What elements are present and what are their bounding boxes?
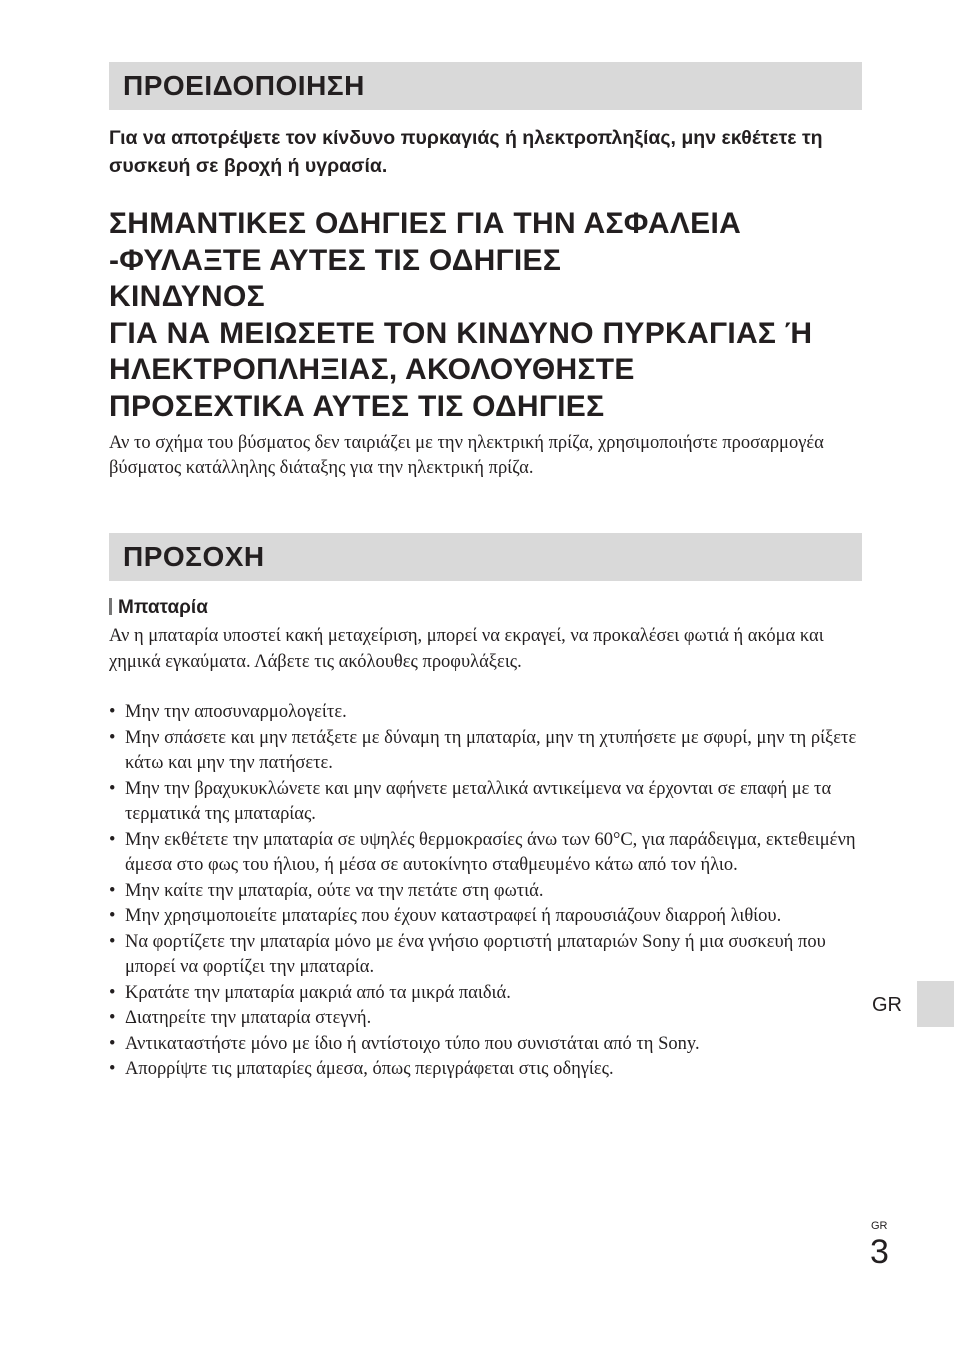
bullet: • xyxy=(109,778,116,799)
list-item xyxy=(109,1057,869,1083)
safety-heading-line: -ΦΥΛΑΞΤΕ ΑΥΤΕΣ ΤΙΣ ΟΔΗΓΙΕΣ xyxy=(109,243,562,277)
bullet: • xyxy=(109,982,116,1003)
page-language-code: GR xyxy=(871,1220,888,1232)
list-item xyxy=(109,904,869,930)
safety-heading-line: ΓΙΑ ΝΑ ΜΕΙΩΣΕΤΕ ΤΟΝ ΚΙΝΔΥΝΟ ΠΥΡΚΑΓΙΑΣ Ή xyxy=(109,316,813,350)
list-item xyxy=(109,726,869,777)
list-item-text: Απορρίψτε τις μπαταρίες άμεσα, όπως περιγράφεται στις οδηγίες. xyxy=(125,1059,614,1079)
list-item-text: Μην σπάσετε και μην πετάξετε με δύναμη τη μπαταρία, μην τη χτυπήσετε με σφυρί, μην τη ρίξετε κάτω και μην την πατήσετε. xyxy=(125,727,857,773)
battery-subheading xyxy=(109,595,208,621)
list-item xyxy=(109,981,869,1007)
bullet: • xyxy=(109,880,116,901)
safety-heading-line: ΚΙΝΔΥΝΟΣ xyxy=(109,280,265,313)
warning-text: Για να αποτρέψετε τον κίνδυνο πυρκαγιάς ή ηλεκτροπληξίας, μην εκθέτετε τη συσκευή σε βροχή ή υγρασία. xyxy=(109,127,823,177)
battery-precautions-list xyxy=(109,700,869,1083)
list-item xyxy=(109,828,869,879)
caution-title: ΠΡΟΣΟΧΗ xyxy=(123,541,265,572)
page-number: 3 xyxy=(870,1233,889,1271)
list-item-text: Μην την βραχυκυκλώνετε και μην αφήνετε μεταλλικά αντικείμενα να έρχονται σε επαφή με τα τερματικά της μπαταρίας. xyxy=(125,778,832,824)
list-item-text: Μην χρησιμοποιείτε μπαταρίες που έχουν καταστραφεί ή παρουσιάζουν διαρροή λιθίου. xyxy=(125,906,782,926)
safety-heading-line: ΠΡΟΣΕΧΤΙΚΑ ΑΥΤΕΣ ΤΙΣ ΟΔΗΓΙΕΣ xyxy=(109,389,605,423)
list-item-text: Διατηρείτε την μπαταρία στεγνή. xyxy=(125,1008,372,1028)
battery-subheading-text: Μπαταρία xyxy=(118,597,208,618)
caution-title-band xyxy=(109,533,862,581)
bullet: • xyxy=(109,906,116,926)
list-item xyxy=(109,700,869,726)
list-item-text: Αντικαταστήστε μόνο με ίδιο ή αντίστοιχο τύπο που συνιστάται από τη Sony. xyxy=(125,1033,700,1054)
list-item xyxy=(109,1006,869,1032)
bullet: • xyxy=(109,702,116,722)
bullet: • xyxy=(109,829,116,850)
list-item-text: Να φορτίζετε την μπαταρία μόνο με ένα γνήσιο φορτιστή μπαταριών Sony ή μια συσκευή που μπορεί να φορτίζει την μπαταρία. xyxy=(125,931,826,977)
safety-heading-line: ΣΗΜΑΝΤΙΚΕΣ ΟΔΗΓΙΕΣ ΓΙΑ ΤΗΝ ΑΣΦΑΛΕΙΑ xyxy=(109,207,742,240)
list-item-text: Μην εκθέτετε την μπαταρία σε υψηλές θερμοκρασίες άνω των 60°C, για παράδειγμα, εκτεθειμένη άμεσα στο φως του ήλιου, ή μέσα σε αυτοκίνητο σταθμευμένο κάτω από τον ήλιο. xyxy=(125,829,856,875)
bullet: • xyxy=(109,727,116,748)
list-item xyxy=(109,777,869,828)
subheading-marker xyxy=(109,598,112,615)
warning-title-band xyxy=(109,62,862,110)
safety-heading xyxy=(109,206,889,425)
bullet: • xyxy=(109,1008,116,1028)
language-side-label: GR xyxy=(872,994,902,1016)
bullet: • xyxy=(109,1059,116,1079)
bullet: • xyxy=(109,1033,116,1054)
safety-heading-line: ΗΛΕΚΤΡΟΠΛΗΞΙΑΣ, ΑΚΟΛΟΥΘΗΣΤΕ xyxy=(109,353,635,386)
list-item xyxy=(109,930,869,981)
warning-title: ΠΡΟΕΙΔΟΠΟΙΗΣΗ xyxy=(123,70,365,101)
list-item-text: Μην την αποσυναρμολογείτε. xyxy=(125,702,347,722)
battery-intro-text: Αν η μπαταρία υποστεί κακή μεταχείριση, μπορεί να εκραγεί, να προκαλέσει φωτιά ή ακόμα και χημικά εγκαύματα. Λάβετε τις ακόλουθες προφυλάξεις. xyxy=(109,626,824,672)
plug-adapter-text: Αν το σχήμα του βύσματος δεν ταιριάζει με την ηλεκτρική πρίζα, χρησιμοποιήστε προσαρμογέα βύσματος κατάλληλης διάταξης για την ηλεκτρική πρίζα. xyxy=(109,433,824,478)
list-item xyxy=(109,1032,869,1058)
list-item-text: Κρατάτε την μπαταρία μακριά από τα μικρά παιδιά. xyxy=(125,982,511,1003)
language-side-tab xyxy=(917,981,954,1027)
bullet: • xyxy=(109,931,116,952)
list-item xyxy=(109,879,869,905)
list-item-text: Μην καίτε την μπαταρία, ούτε να την πετάτε στη φωτιά. xyxy=(125,880,544,901)
